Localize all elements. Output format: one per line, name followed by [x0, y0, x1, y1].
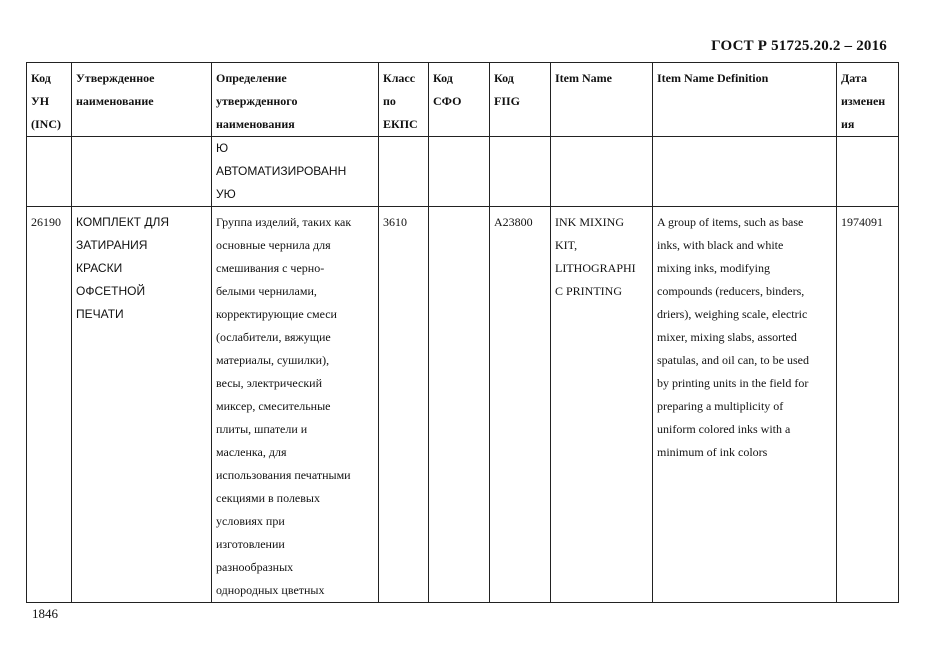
table-row: [27, 207, 899, 603]
page-number: 1846: [32, 606, 58, 621]
text-line: compounds (reducers, binders,: [657, 284, 805, 298]
header-line: ия: [841, 117, 855, 131]
cell-change-date: 1974091: [837, 207, 899, 603]
text-line: preparing a multiplicity of: [657, 399, 784, 413]
text-line: изготовлении: [216, 537, 285, 551]
text-line: масленка, для: [216, 445, 287, 459]
header-line: Код: [494, 71, 514, 85]
text-line: условиях при: [216, 514, 285, 528]
col-header-change-date: [837, 63, 899, 137]
header-line: СФО: [433, 94, 462, 108]
text-line: minimum of ink colors: [657, 445, 768, 459]
text-line: основные чернила для: [216, 238, 331, 252]
text-line: УЮ: [216, 187, 236, 201]
cell-item-name: [551, 137, 653, 207]
col-header-approved-name: [72, 63, 212, 137]
text-line: mixer, mixing slabs, assorted: [657, 330, 797, 344]
text-line: КРАСКИ: [76, 261, 123, 275]
cell-fiig-code: A23800: [490, 207, 551, 603]
text-line: A group of items, such as base: [657, 215, 804, 229]
cell-ekps-class: 3610: [379, 207, 429, 603]
catalog-table: [26, 62, 899, 603]
cell-definition: [212, 207, 379, 603]
table-header-row: [27, 63, 899, 137]
cell-item-name-definition: [653, 137, 837, 207]
header-line: по: [383, 94, 396, 108]
cell-item-name: [551, 207, 653, 603]
text-line: inks, with black and white: [657, 238, 784, 252]
header-line: Класс: [383, 71, 416, 85]
header-line: УН: [31, 94, 50, 108]
header-line: Код: [433, 71, 453, 85]
header-line: Определение: [216, 71, 287, 85]
header-line: Item Name Definition: [657, 71, 769, 85]
header-line: изменен: [841, 94, 886, 108]
text-line: КОМПЛЕКТ ДЛЯ: [76, 215, 170, 229]
col-header-fiig-code: [490, 63, 551, 137]
text-line: использования печатными: [216, 468, 351, 482]
cell-sfo-code: [429, 137, 490, 207]
text-line: материалы, сушилки),: [216, 353, 330, 367]
text-line: корректирующие смеси: [216, 307, 337, 321]
cell-definition: [212, 137, 379, 207]
text-line: by printing units in the field for: [657, 376, 809, 390]
text-line: ЗАТИРАНИЯ: [76, 238, 148, 252]
cell-sfo-code: [429, 207, 490, 603]
cell-fiig-code: [490, 137, 551, 207]
header-line: наименования: [216, 117, 295, 131]
text-line: секциями в полевых: [216, 491, 320, 505]
col-header-inc: [27, 63, 72, 137]
text-line: mixing inks, modifying: [657, 261, 771, 275]
text-line: миксер, смесительные: [216, 399, 331, 413]
cell-ekps-class: [379, 137, 429, 207]
header-line: ЕКПС: [383, 117, 418, 131]
header-line: утвержденного: [216, 94, 298, 108]
col-header-sfo-code: [429, 63, 490, 137]
text-line: ПЕЧАТИ: [76, 307, 124, 321]
text-line: белыми чернилами,: [216, 284, 317, 298]
text-line: смешивания с черно-: [216, 261, 325, 275]
text-line: ОФСЕТНОЙ: [76, 284, 146, 298]
header-line: FIIG: [494, 94, 521, 108]
cell-approved-name: [72, 137, 212, 207]
text-line: (ослабители, вяжущие: [216, 330, 331, 344]
text-line: LITHOGRAPHI: [555, 261, 636, 275]
cell-inc: [27, 137, 72, 207]
header-line: (INC): [31, 117, 61, 131]
table-row-continuation: [27, 137, 899, 207]
text-line: весы, электрический: [216, 376, 323, 390]
text-line: KIT,: [555, 238, 578, 252]
document-standard-header: ГОСТ Р 51725.20.2 – 2016: [711, 38, 887, 54]
text-line: C PRINTING: [555, 284, 623, 298]
text-line: spatulas, and oil can, to be used: [657, 353, 809, 367]
cell-item-name-definition: [653, 207, 837, 603]
text-line: плиты, шпатели и: [216, 422, 308, 436]
header-line: Дата: [841, 71, 867, 85]
text-line: driers), weighing scale, electric: [657, 307, 808, 321]
cell-inc: 26190: [27, 207, 72, 603]
text-line: разнообразных: [216, 560, 294, 574]
cell-change-date: [837, 137, 899, 207]
text-line: однородных цветных: [216, 583, 325, 597]
col-header-ekps-class: [379, 63, 429, 137]
col-header-item-name-definition: [653, 63, 837, 137]
header-line: Код: [31, 71, 51, 85]
cell-approved-name: [72, 207, 212, 603]
text-line: INK MIXING: [555, 215, 624, 229]
text-line: Ю: [216, 141, 229, 155]
text-line: uniform colored inks with a: [657, 422, 791, 436]
header-line: Item Name: [555, 71, 612, 85]
col-header-item-name: [551, 63, 653, 137]
header-line: наименование: [76, 94, 154, 108]
text-line: Группа изделий, таких как: [216, 215, 352, 229]
col-header-definition: [212, 63, 379, 137]
text-line: АВТОМАТИЗИРОВАНН: [216, 164, 347, 178]
header-line: Утвержденное: [76, 71, 155, 85]
